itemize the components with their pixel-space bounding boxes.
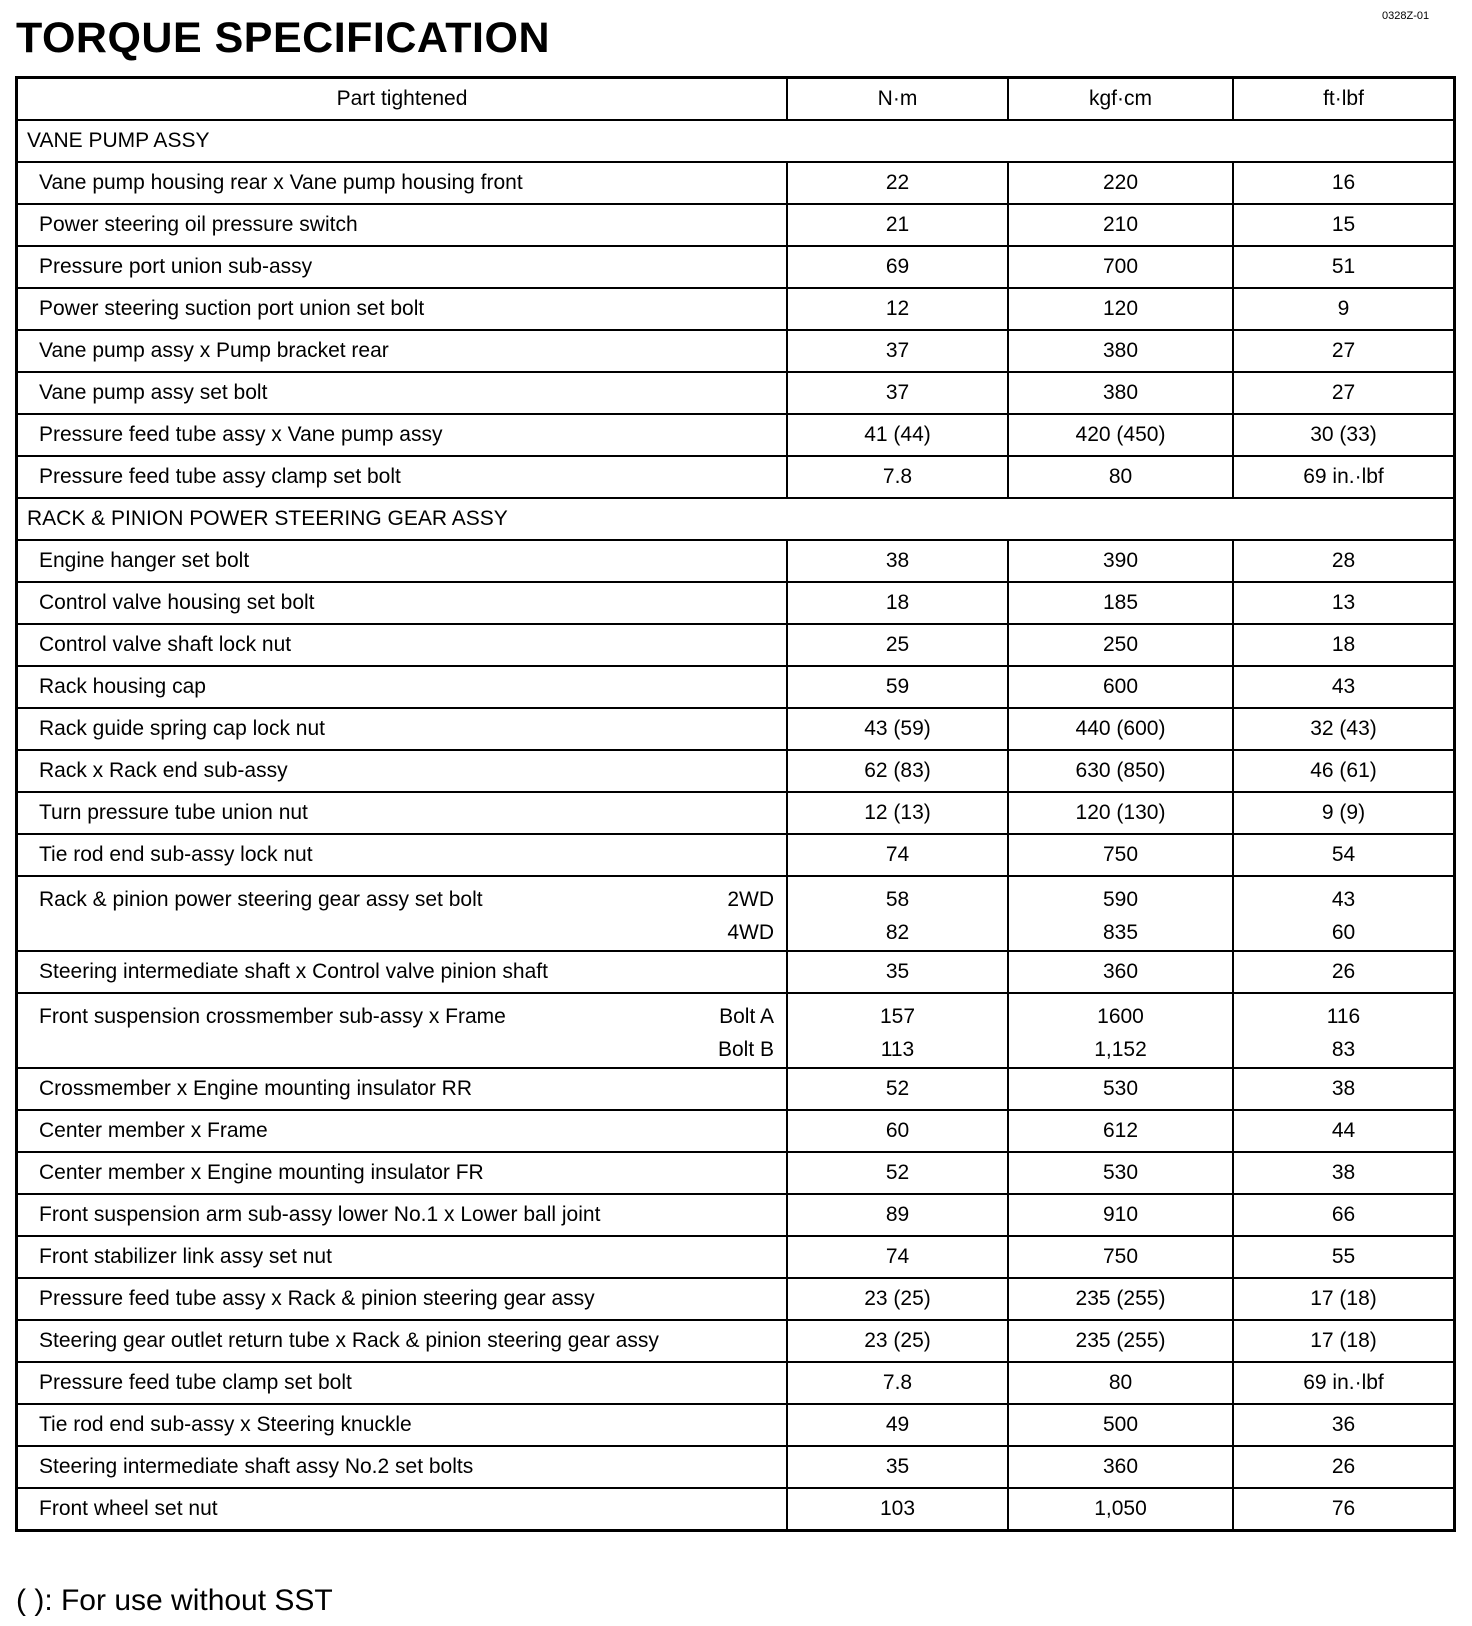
part-name: Tie rod end sub-assy lock nut xyxy=(17,834,788,876)
value-nm-cell xyxy=(787,876,1008,951)
table-row xyxy=(17,951,1455,993)
table-row xyxy=(17,456,1455,498)
value-nm: 43 (59) xyxy=(787,708,1008,750)
part-name: Control valve shaft lock nut xyxy=(17,624,788,666)
footnote: ( ): For use without SST xyxy=(16,1584,333,1617)
section-title: VANE PUMP ASSY xyxy=(17,120,1455,162)
value-ftlbf: 38 xyxy=(1233,1068,1455,1110)
value-ftlbf: 43 xyxy=(1233,666,1455,708)
part-name: Front suspension arm sub-assy lower No.1 x Lower ball joint xyxy=(17,1194,788,1236)
table-row xyxy=(17,1404,1455,1446)
value-nm: 62 (83) xyxy=(787,750,1008,792)
value-ftlbf: 15 xyxy=(1233,204,1455,246)
value-ftlbf: 44 xyxy=(1233,1110,1455,1152)
table-row xyxy=(17,372,1455,414)
value-nm: 35 xyxy=(787,1446,1008,1488)
value-kgfcm: 440 (600) xyxy=(1008,708,1233,750)
part-name: Pressure feed tube clamp set bolt xyxy=(17,1362,788,1404)
table-row xyxy=(17,708,1455,750)
table-row xyxy=(17,1068,1455,1110)
value-kgfcm: 235 (255) xyxy=(1008,1320,1233,1362)
value-nm: 41 (44) xyxy=(787,414,1008,456)
value-kgfcm: 185 xyxy=(1008,582,1233,624)
value-nm: 23 (25) xyxy=(787,1278,1008,1320)
header-ftlbf: ft·lbf xyxy=(1233,78,1455,121)
value-nm: 23 (25) xyxy=(787,1320,1008,1362)
value-ftlbf: 27 xyxy=(1233,372,1455,414)
value-kgfcm: 700 xyxy=(1008,246,1233,288)
header-part: Part tightened xyxy=(17,78,788,121)
value-kgfcm: 612 xyxy=(1008,1110,1233,1152)
part-name: Steering intermediate shaft x Control valve pinion shaft xyxy=(17,951,788,993)
value-kgfcm: 750 xyxy=(1008,834,1233,876)
value-ftlbf: 60 xyxy=(1331,921,1356,944)
part-name: Power steering suction port union set bolt xyxy=(17,288,788,330)
value-ftlbf: 38 xyxy=(1233,1152,1455,1194)
value-ftlbf: 17 (18) xyxy=(1233,1320,1455,1362)
value-nm: 52 xyxy=(787,1068,1008,1110)
value-ftlbf: 51 xyxy=(1233,246,1455,288)
table-row xyxy=(17,204,1455,246)
table-row xyxy=(17,246,1455,288)
value-ftlbf: 46 (61) xyxy=(1233,750,1455,792)
value-nm: 74 xyxy=(787,1236,1008,1278)
value-nm: 89 xyxy=(787,1194,1008,1236)
value-nm: 12 xyxy=(787,288,1008,330)
value-kgfcm: 910 xyxy=(1008,1194,1233,1236)
part-name: Center member x Engine mounting insulator FR xyxy=(17,1152,788,1194)
value-ftlbf: 28 xyxy=(1233,540,1455,582)
table-row xyxy=(17,1110,1455,1152)
value-nm: 25 xyxy=(787,624,1008,666)
section-row xyxy=(17,498,1455,540)
value-kgfcm: 250 xyxy=(1008,624,1233,666)
part-name: Crossmember x Engine mounting insulator RR xyxy=(17,1068,788,1110)
part-name: Front stabilizer link assy set nut xyxy=(17,1236,788,1278)
value-kgfcm: 80 xyxy=(1008,1362,1233,1404)
part-name: Vane pump housing rear x Vane pump housing front xyxy=(17,162,788,204)
value-kgfcm-cell xyxy=(1008,993,1233,1068)
part-name: Power steering oil pressure switch xyxy=(17,204,788,246)
value-kgfcm: 1,050 xyxy=(1008,1488,1233,1531)
value-ftlbf: 13 xyxy=(1233,582,1455,624)
value-nm: 59 xyxy=(787,666,1008,708)
value-kgfcm: 420 (450) xyxy=(1008,414,1233,456)
value-ftlbf: 16 xyxy=(1233,162,1455,204)
table-row xyxy=(17,1320,1455,1362)
table-row xyxy=(17,666,1455,708)
table-row xyxy=(17,792,1455,834)
table-row xyxy=(17,1194,1455,1236)
value-kgfcm: 390 xyxy=(1008,540,1233,582)
value-kgfcm: 380 xyxy=(1008,372,1233,414)
table-row xyxy=(17,330,1455,372)
value-nm: 7.8 xyxy=(787,1362,1008,1404)
value-nm: 103 xyxy=(787,1488,1008,1531)
value-nm: 37 xyxy=(787,330,1008,372)
value-ftlbf: 54 xyxy=(1233,834,1455,876)
value-ftlbf: 26 xyxy=(1233,951,1455,993)
torque-table xyxy=(15,76,1456,1532)
header-nm: N·m xyxy=(787,78,1008,121)
value-kgfcm: 530 xyxy=(1008,1152,1233,1194)
table-row xyxy=(17,1278,1455,1320)
value-nm: 69 xyxy=(787,246,1008,288)
value-nm: 52 xyxy=(787,1152,1008,1194)
table-row xyxy=(17,624,1455,666)
value-nm: 7.8 xyxy=(787,456,1008,498)
variant-label: 2WD xyxy=(727,888,774,911)
part-name: Turn pressure tube union nut xyxy=(17,792,788,834)
part-name: Pressure feed tube assy x Vane pump assy xyxy=(17,414,788,456)
value-kgfcm: 380 xyxy=(1008,330,1233,372)
value-kgfcm: 500 xyxy=(1008,1404,1233,1446)
table-row xyxy=(17,1488,1455,1531)
value-kgfcm: 220 xyxy=(1008,162,1233,204)
value-ftlbf: 18 xyxy=(1233,624,1455,666)
part-cell xyxy=(17,993,788,1068)
part-name: Center member x Frame xyxy=(17,1110,788,1152)
value-ftlbf: 32 (43) xyxy=(1233,708,1455,750)
value-nm: 74 xyxy=(787,834,1008,876)
value-kgfcm: 235 (255) xyxy=(1008,1278,1233,1320)
value-ftlbf: 26 xyxy=(1233,1446,1455,1488)
section-title: RACK & PINION POWER STEERING GEAR ASSY xyxy=(17,498,1455,540)
table-row xyxy=(17,834,1455,876)
value-kgfcm: 530 xyxy=(1008,1068,1233,1110)
value-ftlbf: 9 (9) xyxy=(1233,792,1455,834)
value-nm: 12 (13) xyxy=(787,792,1008,834)
value-nm: 38 xyxy=(787,540,1008,582)
value-nm: 113 xyxy=(880,1038,915,1061)
part-name: Pressure feed tube assy x Rack & pinion steering gear assy xyxy=(17,1278,788,1320)
part-name: Pressure feed tube assy clamp set bolt xyxy=(17,456,788,498)
value-nm: 82 xyxy=(885,921,910,944)
table-row-multi xyxy=(17,993,1455,1068)
value-kgfcm: 630 (850) xyxy=(1008,750,1233,792)
value-nm: 37 xyxy=(787,372,1008,414)
part-name: Front suspension crossmember sub-assy x Frame xyxy=(39,1005,506,1028)
table-row xyxy=(17,1362,1455,1404)
table-row xyxy=(17,750,1455,792)
table-row xyxy=(17,1236,1455,1278)
value-ftlbf: 27 xyxy=(1233,330,1455,372)
value-kgfcm: 80 xyxy=(1008,456,1233,498)
value-nm: 157 xyxy=(879,1005,916,1028)
variant-label: Bolt A xyxy=(719,1005,774,1028)
value-ftlbf: 116 xyxy=(1326,1005,1361,1028)
table-row xyxy=(17,1446,1455,1488)
table-row-multi xyxy=(17,876,1455,951)
value-kgfcm: 210 xyxy=(1008,204,1233,246)
value-ftlbf: 43 xyxy=(1331,888,1356,911)
value-nm: 22 xyxy=(787,162,1008,204)
value-nm: 21 xyxy=(787,204,1008,246)
value-kgfcm: 600 xyxy=(1008,666,1233,708)
value-ftlbf: 76 xyxy=(1233,1488,1455,1531)
value-kgfcm: 1,152 xyxy=(1094,1038,1147,1061)
part-name: Pressure port union sub-assy xyxy=(17,246,788,288)
variant-label: Bolt B xyxy=(717,1038,774,1061)
value-ftlbf: 30 (33) xyxy=(1233,414,1455,456)
value-nm-cell xyxy=(787,993,1008,1068)
value-ftlbf: 83 xyxy=(1331,1038,1356,1061)
part-name: Front wheel set nut xyxy=(17,1488,788,1531)
value-ftlbf-cell xyxy=(1233,876,1455,951)
part-name: Vane pump assy set bolt xyxy=(17,372,788,414)
part-cell xyxy=(17,876,788,951)
table-row xyxy=(17,162,1455,204)
table-row xyxy=(17,540,1455,582)
part-name: Control valve housing set bolt xyxy=(17,582,788,624)
value-kgfcm: 835 xyxy=(1102,921,1139,944)
header-kgfcm: kgf·cm xyxy=(1008,78,1233,121)
document-code: 0328Z-01 xyxy=(1382,10,1430,22)
section-row xyxy=(17,120,1455,162)
table-row xyxy=(17,288,1455,330)
value-ftlbf: 36 xyxy=(1233,1404,1455,1446)
value-ftlbf: 17 (18) xyxy=(1233,1278,1455,1320)
part-name: Rack housing cap xyxy=(17,666,788,708)
part-name: Rack & pinion power steering gear assy set bolt xyxy=(39,888,483,911)
value-kgfcm: 590 xyxy=(1102,888,1139,911)
value-kgfcm: 120 (130) xyxy=(1008,792,1233,834)
value-nm: 58 xyxy=(885,888,910,911)
part-name: Rack guide spring cap lock nut xyxy=(17,708,788,750)
part-name: Engine hanger set bolt xyxy=(17,540,788,582)
value-nm: 49 xyxy=(787,1404,1008,1446)
part-name: Tie rod end sub-assy x Steering knuckle xyxy=(17,1404,788,1446)
table-row xyxy=(17,414,1455,456)
page-title: TORQUE SPECIFICATION xyxy=(16,14,550,62)
value-kgfcm: 360 xyxy=(1008,951,1233,993)
value-kgfcm: 120 xyxy=(1008,288,1233,330)
value-ftlbf: 66 xyxy=(1233,1194,1455,1236)
value-kgfcm: 1600 xyxy=(1097,1005,1144,1028)
value-nm: 18 xyxy=(787,582,1008,624)
table-row xyxy=(17,582,1455,624)
part-name: Rack x Rack end sub-assy xyxy=(17,750,788,792)
value-nm: 60 xyxy=(787,1110,1008,1152)
value-kgfcm-cell xyxy=(1008,876,1233,951)
part-name: Vane pump assy x Pump bracket rear xyxy=(17,330,788,372)
value-ftlbf: 55 xyxy=(1233,1236,1455,1278)
table-row xyxy=(17,1152,1455,1194)
table-header-row xyxy=(17,78,1455,121)
variant-label: 4WD xyxy=(727,921,774,944)
value-ftlbf-cell xyxy=(1233,993,1455,1068)
value-ftlbf: 9 xyxy=(1233,288,1455,330)
value-nm: 35 xyxy=(787,951,1008,993)
value-kgfcm: 360 xyxy=(1008,1446,1233,1488)
value-ftlbf: 69 in.·lbf xyxy=(1233,456,1455,498)
value-ftlbf: 69 in.·lbf xyxy=(1233,1362,1455,1404)
part-name: Steering gear outlet return tube x Rack & pinion steering gear assy xyxy=(17,1320,788,1362)
part-name: Steering intermediate shaft assy No.2 set bolts xyxy=(17,1446,788,1488)
value-kgfcm: 750 xyxy=(1008,1236,1233,1278)
